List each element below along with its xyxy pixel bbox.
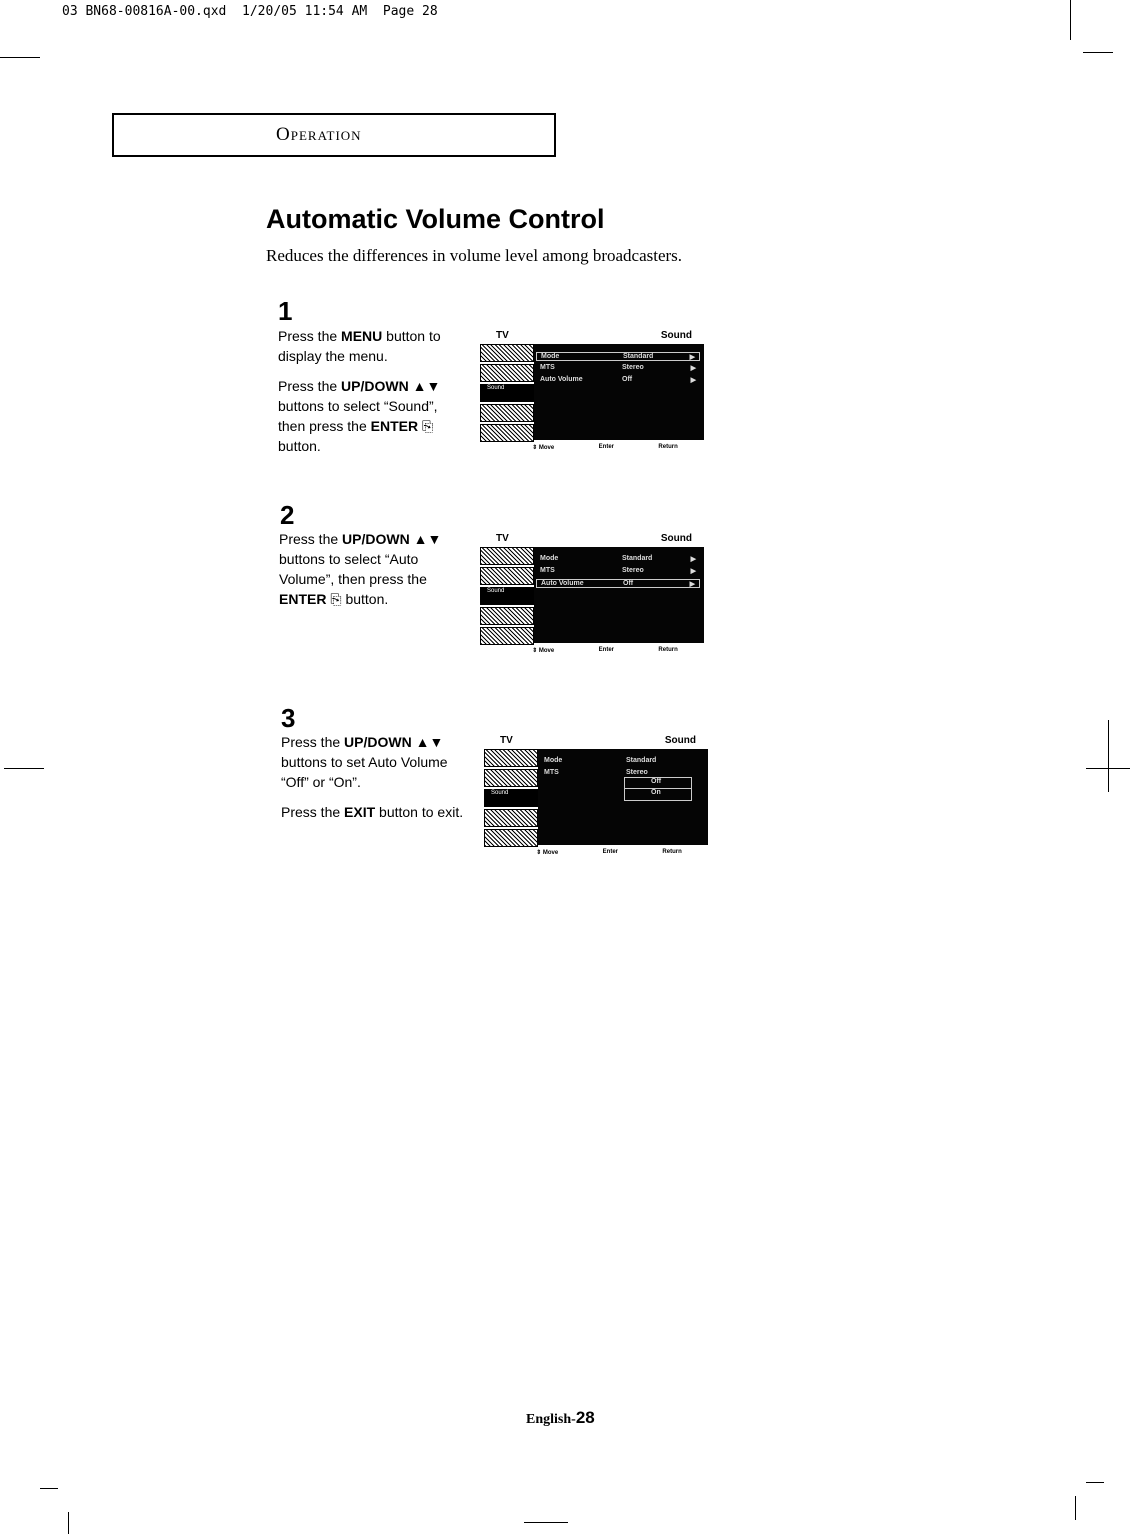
osd-menu-screenshot	[484, 735, 712, 865]
osd-row: MTS Stereo	[544, 769, 648, 776]
osd-row: Mode Standard	[544, 757, 657, 764]
osd-row: Mode Standard ▶	[536, 352, 700, 361]
osd-panel	[538, 749, 708, 845]
channel-icon	[480, 567, 534, 585]
channel-icon	[480, 364, 534, 382]
osd-row: Auto Volume Off ▶	[536, 579, 700, 588]
registration-mark	[1108, 720, 1109, 792]
osd-menu-title: Sound	[664, 735, 696, 746]
osd-row: Mode Standard ▶	[540, 555, 696, 563]
osd-footer: ⇕ Move Enter Return	[532, 444, 678, 451]
crop-mark	[1070, 0, 1071, 40]
page-number: 28	[575, 1408, 595, 1427]
input-icon	[480, 627, 534, 645]
osd-icon-column	[480, 344, 534, 444]
setup-icon	[484, 809, 538, 827]
page-footer	[526, 1408, 595, 1428]
crop-mark	[40, 1488, 58, 1489]
step-number: 2	[280, 500, 295, 530]
setup-icon	[480, 607, 534, 625]
osd-row: MTS Stereo ▶	[540, 364, 696, 372]
osd-row: Auto Volume Off ▶	[540, 376, 696, 384]
section-label: Operation	[276, 124, 362, 145]
option-off: Off	[625, 778, 691, 789]
page-subtitle: Reduces the differences in volume level among broadcasters.	[266, 246, 683, 265]
osd-source-label: TV	[496, 533, 509, 544]
step-number: 3	[281, 703, 296, 733]
footer-language: English-	[526, 1412, 576, 1427]
setup-icon	[480, 404, 534, 422]
osd-icon-column	[480, 547, 534, 647]
crop-mark	[524, 1522, 568, 1523]
osd-menu-title: Sound	[660, 330, 692, 341]
registration-mark	[4, 768, 44, 769]
osd-option-popup	[624, 777, 692, 801]
osd-footer: ⇕ Move Enter Return	[532, 647, 678, 654]
osd-footer: ⇕ Move Enter Return	[536, 849, 682, 856]
channel-icon	[484, 769, 538, 787]
sound-icon: Sound	[484, 789, 538, 807]
input-icon	[484, 829, 538, 847]
step-instructions: Press the UP/DOWN ▲▼ buttons to set Auto Volume “Off” or “On”. Press the EXIT button to exit.	[281, 734, 464, 820]
print-slug: 03 BN68-00816A-00.qxd 1/20/05 11:54 AM Page 28	[62, 4, 438, 19]
input-icon	[480, 424, 534, 442]
crop-mark	[68, 1512, 69, 1534]
osd-menu-screenshot	[480, 533, 708, 663]
crop-mark	[1083, 52, 1113, 53]
osd-menu-screenshot	[480, 330, 708, 460]
sound-icon: Sound	[480, 587, 534, 605]
option-on: On	[651, 789, 661, 796]
osd-source-label: TV	[500, 735, 513, 746]
picture-icon	[484, 749, 538, 767]
picture-icon	[480, 547, 534, 565]
step-number: 1	[278, 296, 293, 326]
step-instructions: Press the MENU button to display the menu. Press the UP/DOWN ▲▼ buttons to select “Sound”, then press the ENTER ⎘ button.	[278, 328, 441, 454]
osd-source-label: TV	[496, 330, 509, 341]
osd-panel	[534, 547, 704, 643]
osd-panel	[534, 344, 704, 440]
section-header	[112, 113, 556, 157]
crop-mark	[1086, 1482, 1104, 1483]
enter-icon: ⎘	[418, 418, 434, 434]
picture-icon	[480, 344, 534, 362]
step-instructions: Press the UP/DOWN ▲▼ buttons to select “Auto Volume”, then press the ENTER ⎘ button.	[279, 531, 442, 607]
osd-row: MTS Stereo ▶	[540, 567, 696, 575]
osd-icon-column	[484, 749, 538, 849]
page-title: Automatic Volume Control	[266, 204, 605, 234]
sound-icon: Sound	[480, 384, 534, 402]
crop-mark	[0, 57, 40, 58]
crop-mark	[1075, 1496, 1076, 1520]
osd-menu-title: Sound	[660, 533, 692, 544]
enter-icon: ⎘	[326, 591, 342, 607]
